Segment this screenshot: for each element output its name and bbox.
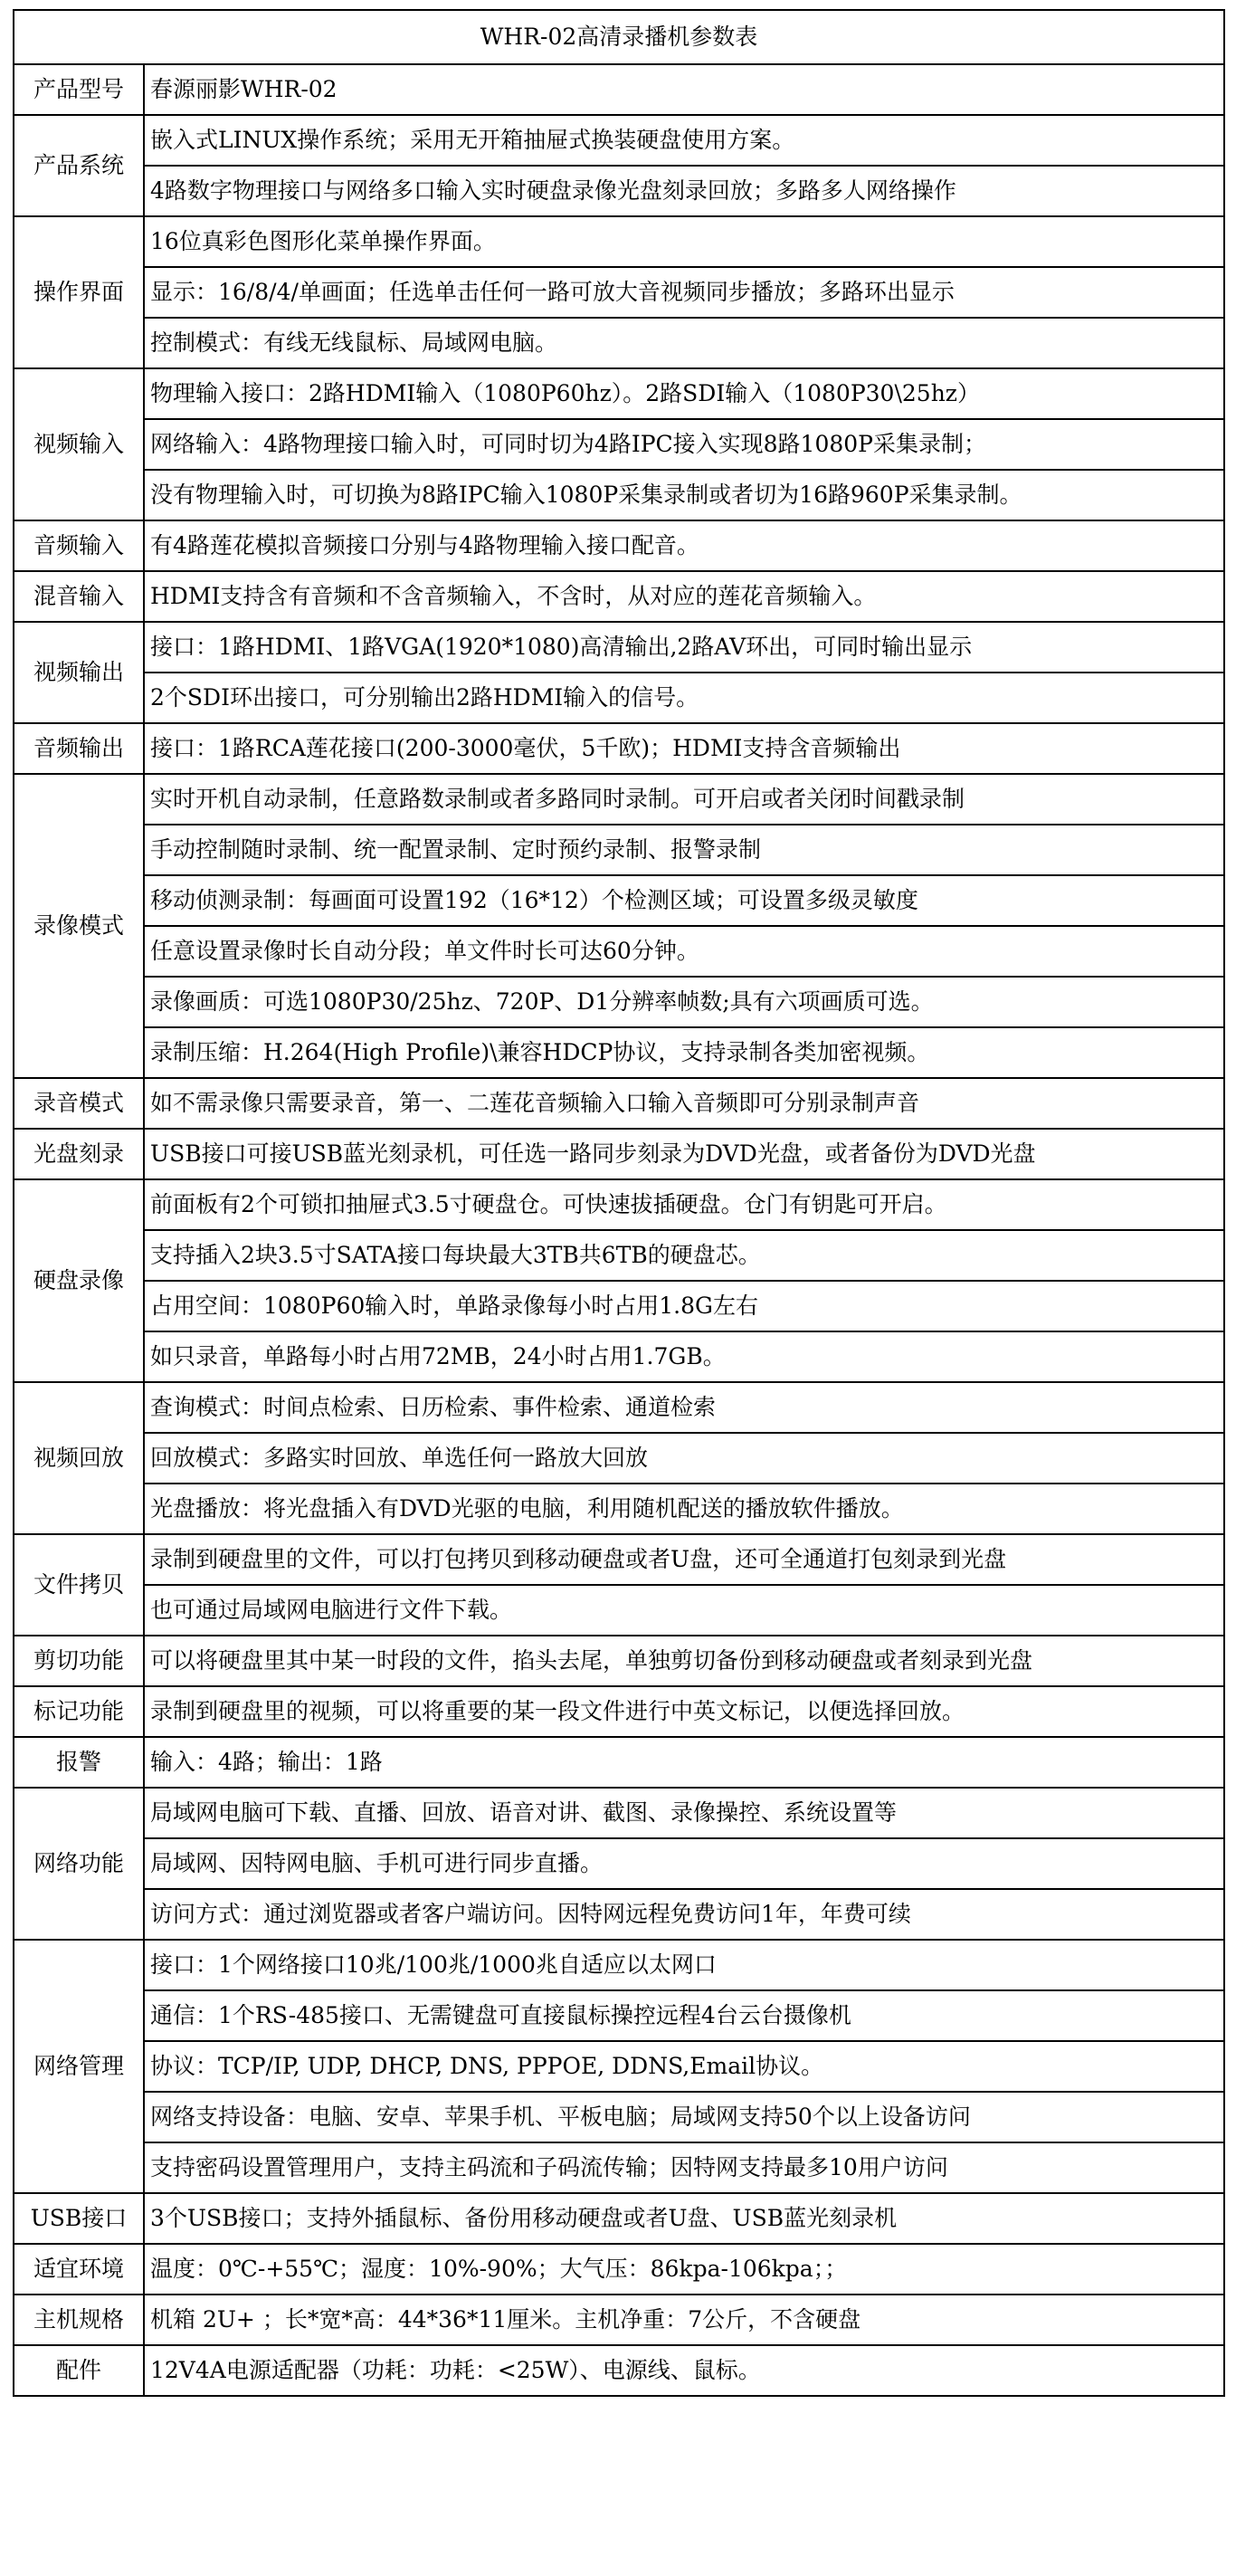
row-value: 局域网、因特网电脑、手机可进行同步直播。 [144,1838,1224,1889]
table-row [14,1230,1224,1281]
row-value: 机箱 2U+ ；长*宽*高：44*36*11厘米。主机净重：7公斤，不含硬盘 [144,2295,1224,2345]
table-row [14,267,1224,318]
row-label: 剪切功能 [14,1636,144,1686]
table-row [14,419,1224,470]
row-value: 如不需录像只需要录音，第一、二莲花音频输入口输入音频即可分别录制声音 [144,1078,1224,1129]
table-row [14,1940,1224,1990]
row-value: 录像画质：可选1080P30/25hz、720P、D1分辨率帧数;具有六项画质可选。 [144,977,1224,1027]
table-row [14,2345,1224,2396]
table-row [14,470,1224,520]
row-label: 录像模式 [14,774,144,1078]
row-value: 实时开机自动录制，任意路数录制或者多路同时录制。可开启或者关闭时间戳录制 [144,774,1224,825]
table-row [14,723,1224,774]
row-value: 2个SDI环出接口，可分别输出2路HDMI输入的信号。 [144,673,1224,723]
row-value: 接口：1路HDMI、1路VGA(1920*1080)高清输出,2路AV环出，可同时输出显示 [144,622,1224,673]
table-row [14,1534,1224,1585]
table-row [14,1484,1224,1534]
spec-table [13,9,1225,2397]
row-value: 协议：TCP/IP, UDP, DHCP, DNS, PPPOE, DDNS,Email协议。 [144,2041,1224,2092]
row-value: 局域网电脑可下载、直播、回放、语音对讲、截图、录像操控、系统设置等 [144,1788,1224,1838]
table-row [14,2092,1224,2142]
row-value: 接口：1个网络接口10兆/100兆/1000兆自适应以太网口 [144,1940,1224,1990]
row-value: 温度：0℃-+55℃；湿度：10%-90%；大气压：86kpa-106kpa；； [144,2244,1224,2295]
table-row [14,1585,1224,1636]
row-value: USB接口可接USB蓝光刻录机，可任选一路同步刻录为DVD光盘，或者备份为DVD光盘 [144,1129,1224,1179]
table-row [14,64,1224,115]
row-value: 有4路莲花模拟音频接口分别与4路物理输入接口配音。 [144,520,1224,571]
row-label: 录音模式 [14,1078,144,1129]
row-value: 可以将硬盘里其中某一时段的文件，掐头去尾，单独剪切备份到移动硬盘或者刻录到光盘 [144,1636,1224,1686]
row-label: 产品型号 [14,64,144,115]
title-row [14,10,1224,64]
row-value: 也可通过局域网电脑进行文件下载。 [144,1585,1224,1636]
row-value: 访问方式：通过浏览器或者客户端访问。因特网远程免费访问1年，年费可续 [144,1889,1224,1940]
row-value: 12V4A电源适配器（功耗：功耗：<25W）、电源线、鼠标。 [144,2345,1224,2396]
row-value: 录制压缩：H.264(High Profile)\兼容HDCP协议，支持录制各类加密视频。 [144,1027,1224,1078]
table-row [14,1331,1224,1382]
table-row [14,875,1224,926]
row-label: 产品系统 [14,115,144,216]
row-label: 混音输入 [14,571,144,622]
table-row [14,926,1224,977]
row-value: 嵌入式LINUX操作系统；采用无开箱抽屉式换装硬盘使用方案。 [144,115,1224,166]
table-row [14,115,1224,166]
row-label: 文件拷贝 [14,1534,144,1636]
table-row [14,1686,1224,1737]
table-row [14,1838,1224,1889]
row-label: 主机规格 [14,2295,144,2345]
row-value: 4路数字物理接口与网络多口输入实时硬盘录像光盘刻录回放；多路多人网络操作 [144,166,1224,216]
table-row [14,1889,1224,1940]
row-value: 任意设置录像时长自动分段；单文件时长可达60分钟。 [144,926,1224,977]
row-value: 春源丽影WHR-02 [144,64,1224,115]
row-value: 支持插入2块3.5寸SATA接口每块最大3TB共6TB的硬盘芯。 [144,1230,1224,1281]
table-row [14,673,1224,723]
table-row [14,2295,1224,2345]
row-label: 标记功能 [14,1686,144,1737]
row-value: 接口：1路RCA莲花接口(200-3000毫伏，5千欧)；HDMI支持含音频输出 [144,723,1224,774]
row-label: 配件 [14,2345,144,2396]
table-row [14,977,1224,1027]
row-label: 硬盘录像 [14,1179,144,1382]
row-value: 查询模式：时间点检索、日历检索、事件检索、通道检索 [144,1382,1224,1433]
row-label: 音频输出 [14,723,144,774]
row-label: 音频输入 [14,520,144,571]
row-value: 没有物理输入时，可切换为8路IPC输入1080P采集录制或者切为16路960P采集录制。 [144,470,1224,520]
table-row [14,1788,1224,1838]
table-row [14,216,1224,267]
row-value: 网络支持设备：电脑、安卓、苹果手机、平板电脑；局域网支持50个以上设备访问 [144,2092,1224,2142]
row-value: 移动侦测录制：每画面可设置192（16*12）个检测区域；可设置多级灵敏度 [144,875,1224,926]
row-value: 录制到硬盘里的视频，可以将重要的某一段文件进行中英文标记，以便选择回放。 [144,1686,1224,1737]
row-value: 光盘播放：将光盘插入有DVD光驱的电脑，利用随机配送的播放软件播放。 [144,1484,1224,1534]
table-row [14,368,1224,419]
row-value: 录制到硬盘里的文件，可以打包拷贝到移动硬盘或者U盘，还可全通道打包刻录到光盘 [144,1534,1224,1585]
row-value: 前面板有2个可锁扣抽屉式3.5寸硬盘仓。可快速拔插硬盘。仓门有钥匙可开启。 [144,1179,1224,1230]
row-value: 输入：4路；输出：1路 [144,1737,1224,1788]
spec-sheet [13,9,1223,2397]
row-label: 视频输出 [14,622,144,723]
table-row [14,1027,1224,1078]
table-row [14,1433,1224,1484]
table-row [14,1129,1224,1179]
table-row [14,571,1224,622]
row-value: 手动控制随时录制、统一配置录制、定时预约录制、报警录制 [144,825,1224,875]
table-row [14,1179,1224,1230]
row-value: 占用空间：1080P60输入时，单路录像每小时占用1.8G左右 [144,1281,1224,1331]
row-value: 回放模式：多路实时回放、单选任何一路放大回放 [144,1433,1224,1484]
spec-table-body [14,10,1224,2396]
table-row [14,1281,1224,1331]
row-value: 16位真彩色图形化菜单操作界面。 [144,216,1224,267]
table-row [14,1636,1224,1686]
row-label: 光盘刻录 [14,1129,144,1179]
row-value: 3个USB接口；支持外插鼠标、备份用移动硬盘或者U盘、USB蓝光刻录机 [144,2193,1224,2244]
table-row [14,1078,1224,1129]
row-label: 操作界面 [14,216,144,368]
table-row [14,2142,1224,2193]
row-label: 视频输入 [14,368,144,520]
row-value: 显示：16/8/4/单画面；任选单击任何一路可放大音视频同步播放；多路环出显示 [144,267,1224,318]
row-value: 控制模式：有线无线鼠标、局域网电脑。 [144,318,1224,368]
row-label: USB接口 [14,2193,144,2244]
table-row [14,622,1224,673]
row-value: 支持密码设置管理用户，支持主码流和子码流传输；因特网支持最多10用户访问 [144,2142,1224,2193]
row-value: 通信：1个RS-485接口、无需键盘可直接鼠标操控远程4台云台摄像机 [144,1990,1224,2041]
row-label: 视频回放 [14,1382,144,1534]
row-label: 适宜环境 [14,2244,144,2295]
table-row [14,2193,1224,2244]
row-label: 网络功能 [14,1788,144,1940]
table-row [14,318,1224,368]
page-title: WHR-02高清录播机参数表 [14,10,1224,64]
table-row [14,2041,1224,2092]
row-value: 如只录音，单路每小时占用72MB，24小时占用1.7GB。 [144,1331,1224,1382]
table-row [14,1737,1224,1788]
row-value: 网络输入：4路物理接口输入时，可同时切为4路IPC接入实现8路1080P采集录制； [144,419,1224,470]
table-row [14,2244,1224,2295]
table-row [14,166,1224,216]
row-label: 报警 [14,1737,144,1788]
table-row [14,1990,1224,2041]
row-value: 物理输入接口：2路HDMI输入（1080P60hz）。2路SDI输入（1080P30\25hz） [144,368,1224,419]
row-value: HDMI支持含有音频和不含音频输入，不含时，从对应的莲花音频输入。 [144,571,1224,622]
row-label: 网络管理 [14,1940,144,2193]
table-row [14,520,1224,571]
table-row [14,825,1224,875]
table-row [14,774,1224,825]
table-row [14,1382,1224,1433]
